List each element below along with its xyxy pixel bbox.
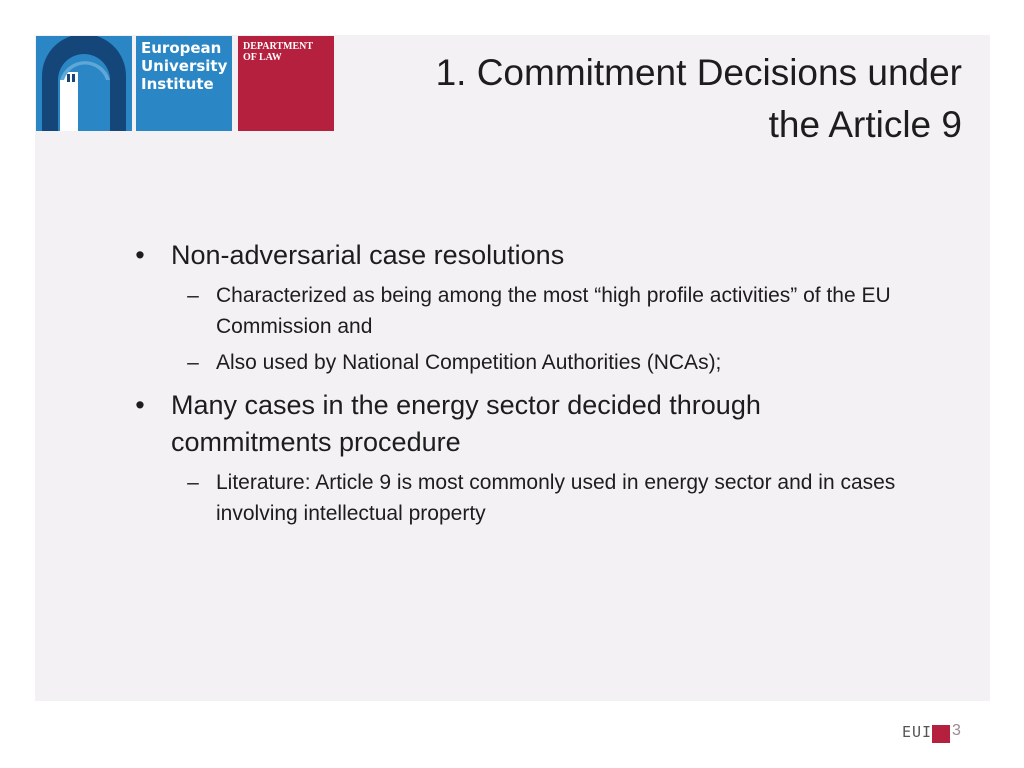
institute-name-line2: University xyxy=(141,57,228,75)
footer-square-icon xyxy=(932,725,950,743)
sub-bullet-item xyxy=(187,347,936,378)
sub-bullet-text: Characterized as being among the most “high profile activities” of the EU Commission and xyxy=(216,284,891,338)
footer-brand: EUI xyxy=(902,723,933,741)
sub-bullet-item xyxy=(187,280,936,342)
sub-bullet-marker: – xyxy=(187,471,199,494)
sub-bullet-text: Literature: Article 9 is most commonly used in energy sector and in cases involving intellectual property xyxy=(216,471,896,525)
slide-title-line1: 1. Commitment Decisions under xyxy=(435,52,962,93)
sub-bullet-item xyxy=(187,467,936,529)
department-line2: OF LAW xyxy=(243,52,282,63)
department-line1: DEPARTMENT xyxy=(243,41,314,52)
bullet-item xyxy=(135,237,911,274)
bullet-marker: • xyxy=(135,390,145,420)
bullet-text: Many cases in the energy sector decided through commitments procedure xyxy=(171,390,761,457)
bullet-text: Non-adversarial case resolutions xyxy=(171,240,565,270)
sub-bullet-marker: – xyxy=(187,351,199,374)
institute-name-line3: Institute xyxy=(141,75,214,93)
bullet-marker: • xyxy=(135,240,145,270)
sub-bullet-text: Also used by National Competition Authorities (NCAs); xyxy=(216,351,722,374)
page-number: 3 xyxy=(952,722,961,739)
bullet-item xyxy=(135,387,831,461)
sub-bullet-marker: – xyxy=(187,284,199,307)
slide-title-line2: the Article 9 xyxy=(768,104,962,145)
institute-name-line1: European xyxy=(141,39,222,57)
